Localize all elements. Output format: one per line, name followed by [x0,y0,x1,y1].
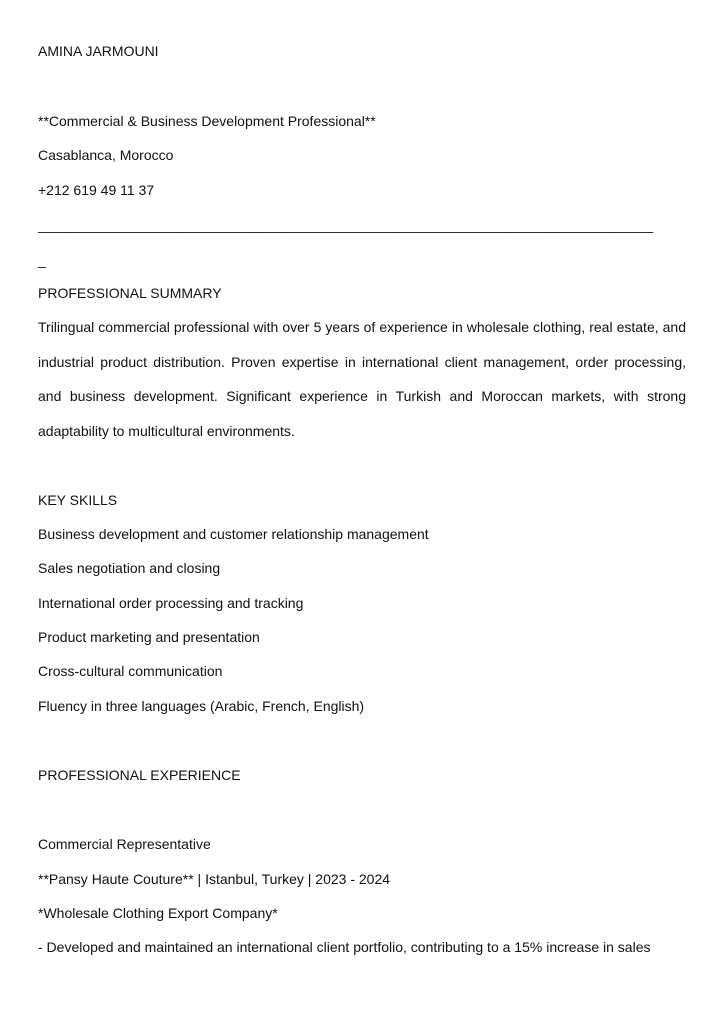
summary-heading: PROFESSIONAL SUMMARY [38,285,222,301]
headline: **Commercial & Business Development Professional** [38,113,376,129]
experience-heading: PROFESSIONAL EXPERIENCE [38,767,241,783]
job-title: Commercial Representative [38,836,211,852]
skill-item: International order processing and tracking [38,595,304,611]
location: Casablanca, Morocco [38,147,174,163]
separator-line: _______________________________________________________________________________ [38,217,654,233]
skills-heading: KEY SKILLS [38,492,118,508]
summary-text: Trilingual commercial professional with over 5 years of experience in wholesale clothing, real estate, and industrial product distribution. Proven expertise in international client management, order processing, and business development. Significant experience in Turkish and Moroccan markets, with strong adaptability to multicultural environments. [38,319,686,439]
job-company-line: **Pansy Haute Couture** | Istanbul, Turkey | 2023 - 2024 [38,871,391,887]
job-bullet: - Developed and maintained an international client portfolio, contributing to a 15% increase in sales [38,939,651,955]
job-company-type: *Wholesale Clothing Export Company* [38,905,278,921]
skill-item: Fluency in three languages (Arabic, French, English) [38,698,365,714]
phone-number: +212 619 49 11 37 [38,182,155,198]
skill-item: Sales negotiation and closing [38,560,221,576]
candidate-name: AMINA JARMOUNI [38,43,159,59]
separator-tail: _ [38,252,46,268]
skill-item: Product marketing and presentation [38,629,260,645]
resume-page [38,0,686,1024]
skill-item: Cross-cultural communication [38,663,223,679]
skill-item: Business development and customer relationship management [38,526,429,542]
